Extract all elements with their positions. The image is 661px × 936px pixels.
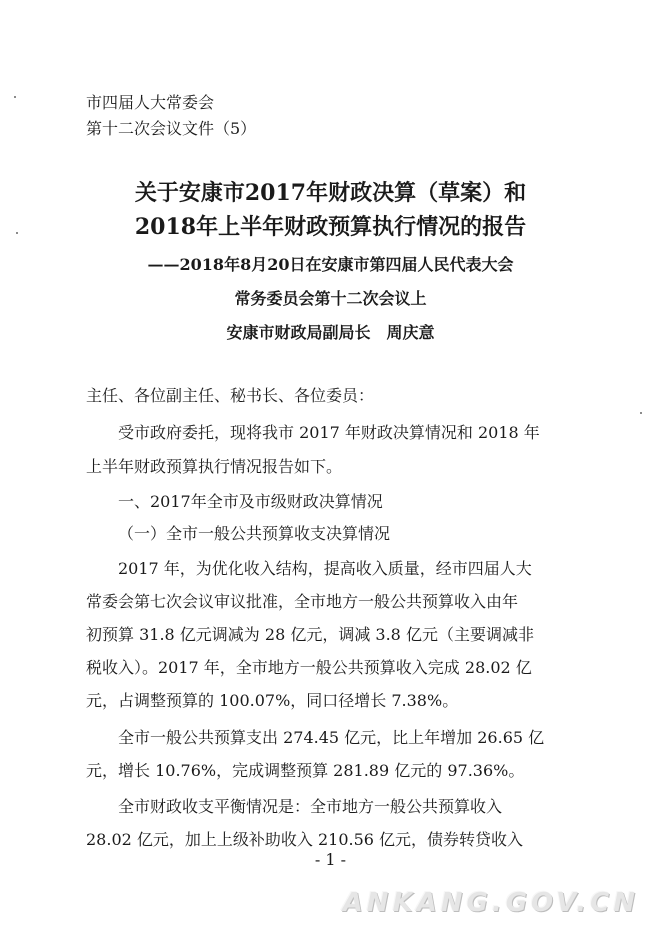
paragraph-line: 全市财政收支平衡情况是：全市地方一般公共预算收入 (118, 797, 503, 816)
report-title-line2: 2018年上半年财政预算执行情况的报告 (134, 214, 527, 240)
site-watermark: ANKANG.GOV.CN (342, 888, 639, 918)
paragraph-line: 元，增长 10.76%，完成调整预算 281.89 亿元的 97.36%。 (86, 761, 525, 780)
report-author: 安康市财政局副局长 周庆意 (226, 323, 435, 342)
page-number: - 1 - (314, 850, 347, 869)
section-heading: 一、2017年全市及市级财政决算情况 (118, 492, 383, 511)
scan-speck (14, 96, 16, 98)
subsection-heading: （一）全市一般公共预算收支决算情况 (118, 524, 391, 543)
document-header (86, 90, 256, 142)
paragraph-line: 常委会第七次会议审议批准，全市地方一般公共预算收入由年 (86, 592, 519, 611)
paragraph-line: 2017 年，为优化收入结构，提高收入质量，经市四届人大 (118, 559, 532, 578)
paragraph-line: 初预算 31.8 亿元调减为 28 亿元，调减 3.8 亿元（主要调减非 (86, 625, 534, 644)
header-file-number: 第十二次会议文件（5） (86, 119, 257, 138)
paragraph-line: 全市一般公共预算支出 274.45 亿元，比上年增加 26.65 亿 (118, 728, 545, 747)
report-title-line1: 关于安康市2017年财政决算（草案）和 (134, 180, 527, 206)
paragraph-line: 元，占调整预算的 100.07%，同口径增长 7.38%。 (86, 691, 459, 710)
paragraph-line: 受市政府委托，现将我市 2017 年财政决算情况和 2018 年 (118, 423, 540, 442)
report-subtitle-line1: ——2018年8月20日在安康市第四届人民代表大会 (147, 255, 514, 274)
paragraph-line: 税收入）。2017 年，全市地方一般公共预算收入完成 28.02 亿 (86, 658, 532, 677)
report-subtitle-line2: 常务委员会第十二次会议上 (234, 289, 427, 308)
header-committee: 市四届人大常委会 (86, 93, 215, 112)
paragraph-line: 上半年财政预算执行情况报告如下。 (86, 457, 343, 476)
scan-speck (640, 412, 642, 414)
salutation: 主任、各位副主任、秘书长、各位委员： (86, 386, 375, 405)
paragraph-line: 28.02 亿元，加上上级补助收入 210.56 亿元，债券转贷收入 (86, 830, 524, 849)
scan-speck (16, 232, 18, 234)
